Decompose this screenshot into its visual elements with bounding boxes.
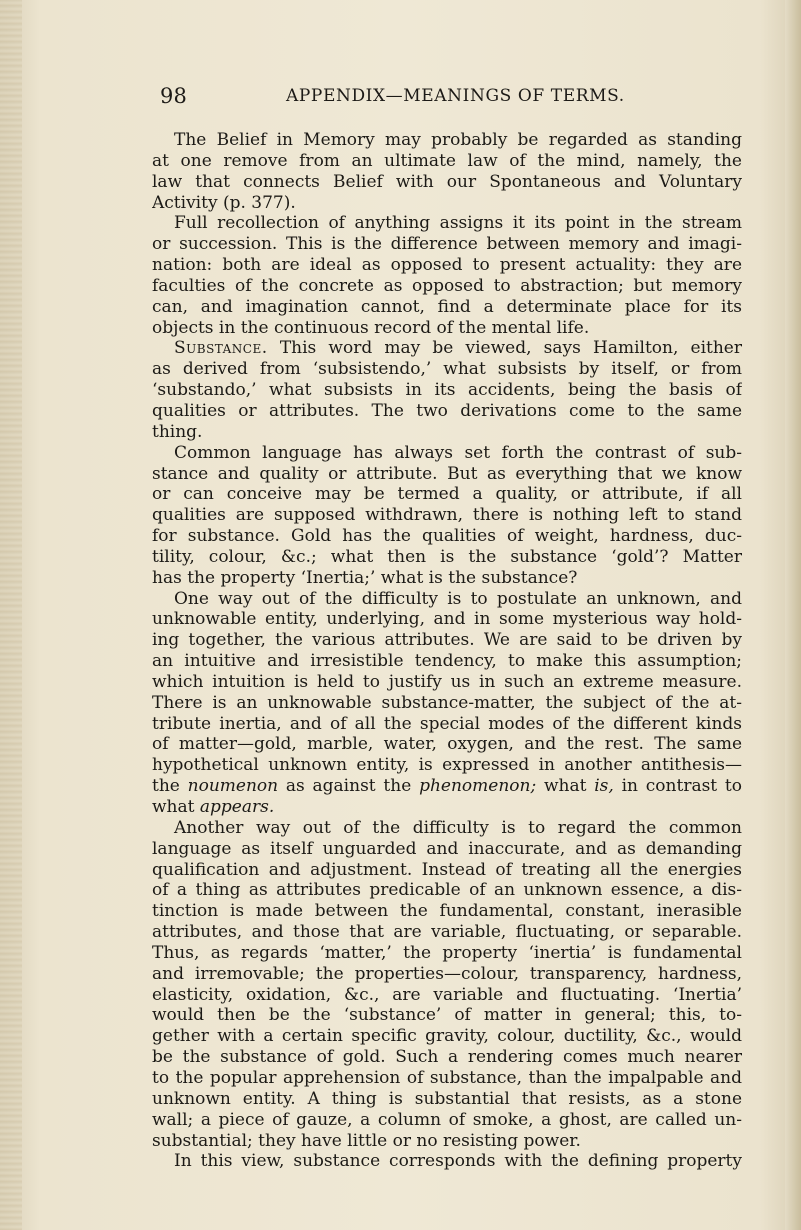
text-line: which intuition is held to justify us in such an extreme measure. — [152, 671, 742, 692]
page-right-edge — [785, 0, 801, 1230]
text-line: substantial; they have little or no resisting power. — [152, 1130, 581, 1151]
text-line: objects in the continuous record of the mental life. — [152, 317, 590, 338]
text-line: The Belief in Memory may probably be regarded as standing — [174, 130, 742, 150]
text-line: qualities or attributes. The two derivations come to the same — [152, 400, 742, 421]
text-line: Full recollection of anything assigns it its point in the stream — [174, 213, 742, 234]
text-line: qualification and adjustment. Instead of treating all the energies — [152, 859, 742, 880]
text-line: attributes, and those that are variable, fluctuating, or separable. — [152, 922, 742, 943]
text-line: or succession. This is the difference between memory and imagi- — [152, 234, 742, 255]
page-number: 98 — [160, 84, 188, 108]
text-line: nation: both are ideal as opposed to present actuality: they are — [152, 255, 742, 276]
term-noumenon: noumenon — [187, 776, 279, 797]
text-line: Common language has always set forth the contrast of sub- — [174, 442, 742, 463]
text-line: thing. — [152, 421, 203, 442]
text-fragment: This word may be viewed, says Hamilton, either — [267, 338, 742, 359]
text-line: ‘substando,’ what subsists in its accidents, being the basis of — [152, 380, 742, 401]
term-heading-substance: Substance. — [174, 338, 268, 359]
text-line: tribute inertia, and of all the special modes of the different kinds — [152, 713, 742, 734]
text-line: or can conceive may be termed a quality, or attribute, if all — [152, 484, 742, 505]
text-line: One way out of the difficulty is to postulate an unknown, and — [174, 588, 742, 609]
text-line: law that connects Belief with our Spontaneous and Voluntary — [152, 171, 742, 192]
text-line: to the popular apprehension of substance, than the impalpable and — [152, 1067, 742, 1088]
body-text — [152, 130, 742, 1172]
running-head: APPENDIX—MEANINGS OF TERMS. — [286, 86, 625, 106]
text-line: can, and imagination cannot, find a determinate place for its — [152, 296, 742, 317]
text-line: elasticity, oxidation, &c., are variable and fluctuating. ‘Inertia’ — [152, 984, 742, 1005]
text-line: gether with a certain specific gravity, colour, ductility, &c., would — [152, 1026, 742, 1047]
text-line: ing together, the various attributes. We are said to be driven by — [152, 630, 742, 651]
text-line: of matter—gold, marble, water, oxygen, and the rest. The same — [152, 734, 742, 755]
text-line: tility, colour, &c.; what then is the substance ‘gold’? Matter — [152, 546, 742, 567]
page-binding-edge — [0, 0, 22, 1230]
text-line: unknown entity. A thing is substantial that resists, as a stone — [152, 1088, 742, 1109]
text-line: wall; a piece of gauze, a column of smoke, a ghost, are called un- — [152, 1109, 742, 1130]
text-line: unknowable entity, underlying, and in some mysterious way hold- — [152, 609, 742, 630]
text-line: language as itself unguarded and inaccurate, and as demanding — [152, 838, 742, 859]
text-line: would then be the ‘substance’ of matter in general; this, to- — [152, 1005, 742, 1026]
text-line: Thus, as regards ‘matter,’ the property ‘inertia’ is fundamental — [152, 942, 742, 963]
text-line: Another way out of the difficulty is to regard the common — [174, 817, 742, 838]
term-is: is, — [594, 776, 614, 797]
text-line: qualities are supposed withdrawn, there is nothing left to stand — [152, 505, 742, 526]
term-phenomenon: phenomenon; — [419, 776, 537, 797]
term-appears: appears. — [199, 797, 275, 817]
text-line: There is an unknowable substance-matter, the subject of the at- — [152, 692, 742, 713]
page-header — [160, 84, 680, 114]
text-line: an intuitive and irresistible tendency, to make this assumption; — [152, 651, 742, 672]
text-line: In this view, substance corresponds with the defining property — [174, 1151, 742, 1172]
text-line: has the property ‘Inertia;’ what is the substance? — [152, 567, 578, 588]
text-line-noumenon: the noumenon as against the phenomenon; what is, in contrast to — [152, 776, 742, 797]
text-line: hypothetical unknown entity, is expressed in another antithesis— — [152, 755, 742, 776]
text-line: be the substance of gold. Such a rendering comes much nearer — [152, 1047, 742, 1068]
text-line: stance and quality or attribute. But as everything that we know — [152, 463, 742, 484]
text-line: of a thing as attributes predicable of an unknown essence, a dis- — [152, 880, 742, 901]
text-line: as derived from ‘subsistendo,’ what subsists by itself, or from — [152, 359, 742, 380]
text-line: for substance. Gold has the qualities of weight, hardness, duc- — [152, 526, 742, 547]
text-line: faculties of the concrete as opposed to abstraction; but memory — [152, 275, 742, 296]
text-line: tinction is made between the fundamental, constant, inerasible — [152, 901, 742, 922]
text-line: and irremovable; the properties—colour, transparency, hardness, — [152, 963, 742, 984]
text-line: Activity (p. 377). — [152, 192, 296, 213]
text-line-appears: what appears. — [152, 797, 275, 817]
text-line: at one remove from an ultimate law of the mind, namely, the — [152, 150, 742, 171]
text-line-substance-heading — [152, 338, 742, 359]
